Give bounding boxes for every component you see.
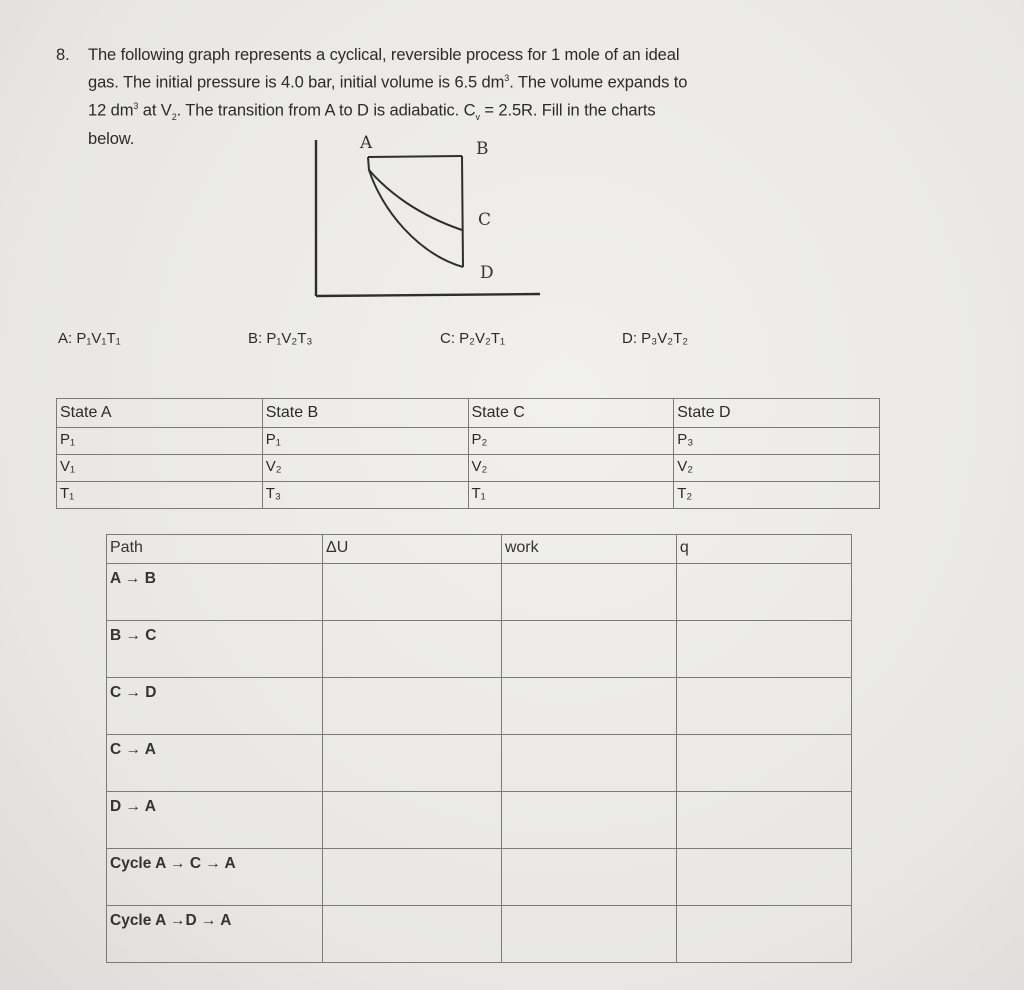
q-answer-cell[interactable]: [676, 792, 851, 849]
path-table-row: [107, 621, 852, 678]
state-c-summary: C: P₂V₂T₁: [440, 330, 506, 347]
path-energy-table: [106, 534, 852, 963]
graph-label-a: A: [360, 133, 373, 153]
state-table-cell: V₂: [468, 455, 674, 482]
path-table-row: [107, 849, 852, 906]
graph-label-b: B: [476, 139, 489, 159]
work-answer-cell[interactable]: [501, 564, 676, 621]
path-label: B → C: [107, 621, 323, 678]
path-label: C → D: [107, 678, 323, 735]
problem-line-2: gas. The initial pressure is 4.0 bar, initial volume is 6.5 $dm^3$. The volume expands to: [88, 73, 688, 92]
path-table-row: [107, 735, 852, 792]
state-table-cell: V₂: [262, 455, 468, 482]
state-table-row: [57, 455, 880, 482]
work-answer-cell[interactable]: [501, 906, 676, 963]
path-a-b-line: [368, 156, 462, 157]
work-answer-cell[interactable]: [501, 678, 676, 735]
path-table-row: [107, 906, 852, 963]
state-table-cell: P₁: [57, 428, 263, 455]
work-answer-cell[interactable]: [501, 792, 676, 849]
state-table-row: [57, 482, 880, 509]
problem-line-3: 12 $dm^3$ at $V_2$. The transition from A to D is adiabatic. $C_v = 2.5R$. Fill in the charts: [88, 100, 656, 122]
graph-label-d: D: [480, 263, 494, 283]
delta-u-answer-cell[interactable]: [323, 792, 502, 849]
problem-line-4: below.: [88, 130, 135, 149]
path-table-header-path: Path: [107, 535, 323, 564]
path-label: D → A: [107, 792, 323, 849]
state-b-summary: B: P₁V₂T₃: [248, 330, 313, 347]
state-a-summary: A: P₁V₁T₁: [58, 330, 121, 347]
path-table-header-row: [107, 535, 852, 564]
delta-u-answer-cell[interactable]: [323, 906, 502, 963]
path-label: A → B: [107, 564, 323, 621]
delta-u-answer-cell[interactable]: [323, 621, 502, 678]
q-answer-cell[interactable]: [676, 849, 851, 906]
state-table-cell: T₃: [262, 482, 468, 509]
delta-u-answer-cell[interactable]: [323, 678, 502, 735]
state-table-cell: P₂: [468, 428, 674, 455]
q-answer-cell[interactable]: [676, 678, 851, 735]
path-table-header-work: work: [501, 535, 676, 564]
path-label: Cycle A →D → A: [107, 906, 323, 963]
state-table-header: State B: [262, 399, 468, 428]
x-axis: [316, 294, 540, 296]
delta-u-answer-cell[interactable]: [323, 564, 502, 621]
path-table-row: [107, 564, 852, 621]
path-a-start: [368, 157, 369, 170]
path-table-header-q: q: [676, 535, 851, 564]
state-table-cell: P₁: [262, 428, 468, 455]
q-answer-cell[interactable]: [676, 564, 851, 621]
q-answer-cell[interactable]: [676, 735, 851, 792]
state-table-row: [57, 428, 880, 455]
state-d-summary: D: P₃V₂T₂: [622, 330, 689, 347]
state-variables-table: [56, 398, 880, 509]
work-answer-cell[interactable]: [501, 735, 676, 792]
pv-cycle-graph: [300, 130, 550, 310]
state-table-header: State C: [468, 399, 674, 428]
state-table-cell: T₁: [57, 482, 263, 509]
graph-label-c: C: [478, 210, 492, 230]
problem-line-1: The following graph represents a cyclical, reversible process for 1 mole of an ideal: [88, 46, 680, 64]
work-answer-cell[interactable]: [501, 621, 676, 678]
state-table-cell: T₁: [468, 482, 674, 509]
state-table-header: State A: [57, 399, 263, 428]
state-table-cell: V₁: [57, 455, 263, 482]
path-table-row: [107, 678, 852, 735]
path-label: Cycle A → C → A: [107, 849, 323, 906]
state-table-header-row: [57, 399, 880, 428]
pv-cycle-svg: [300, 130, 550, 310]
path-label: C → A: [107, 735, 323, 792]
states-summary: [0, 330, 1024, 354]
q-answer-cell[interactable]: [676, 621, 851, 678]
q-answer-cell[interactable]: [676, 906, 851, 963]
work-answer-cell[interactable]: [501, 849, 676, 906]
problem-number: 8.: [56, 46, 70, 64]
delta-u-answer-cell[interactable]: [323, 735, 502, 792]
path-table-header-delta-u: ΔU: [323, 535, 502, 564]
state-table-cell: V₂: [674, 455, 880, 482]
path-table-row: [107, 792, 852, 849]
state-table-cell: T₂: [674, 482, 880, 509]
path-b-d-line: [462, 156, 463, 267]
delta-u-answer-cell[interactable]: [323, 849, 502, 906]
state-table-header: State D: [674, 399, 880, 428]
state-table-cell: P₃: [674, 428, 880, 455]
